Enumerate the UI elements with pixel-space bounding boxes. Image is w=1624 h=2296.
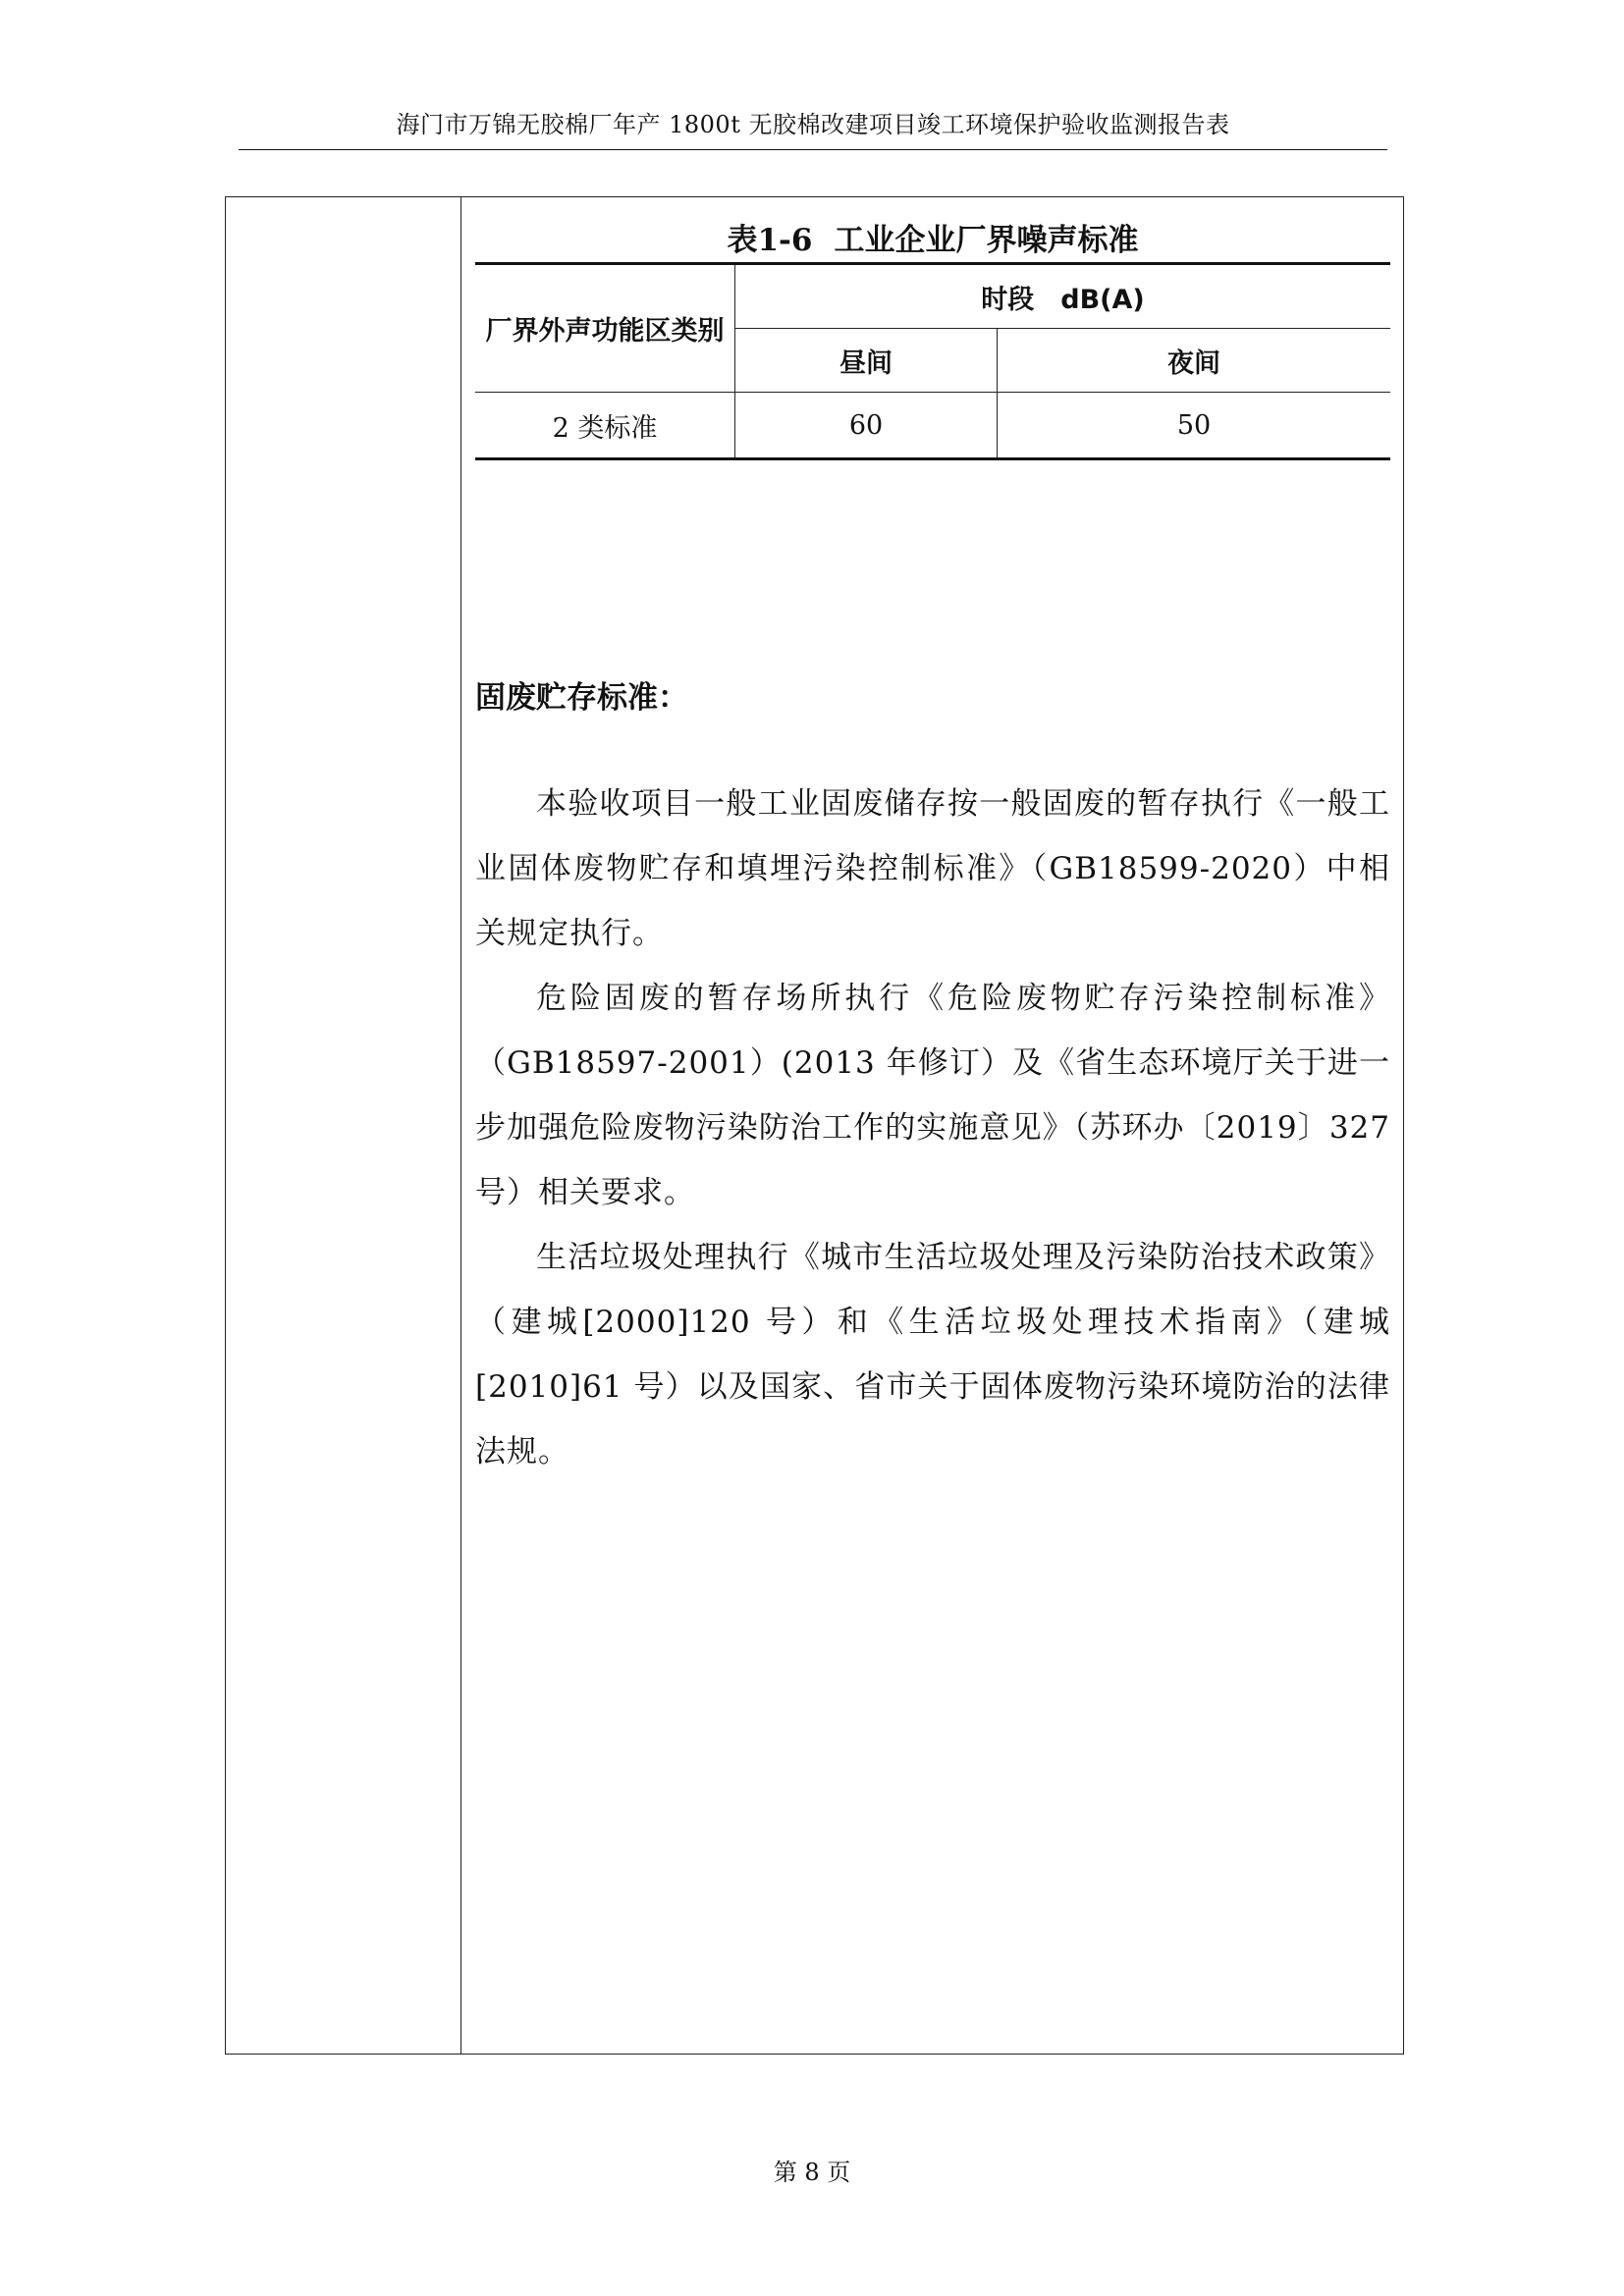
noise-standard-table [475,262,1390,460]
paragraph-general-waste: 本验收项目一般工业固废储存按一般固废的暂存执行《一般工业固体废物贮存和填埋污染控制标准》（GB18599-2020）中相关规定执行。 [475,786,1390,951]
left-column [226,197,461,2054]
section-heading: 固废贮存标准： [475,680,688,716]
paragraph-domestic-waste: 生活垃圾处理执行《城市生活垃圾处理及污染防治技术政策》（建城[2000]120 号）和《生活垃圾处理技术指南》（建城[2010]61 号）以及国家、省市关于固体废物污染环境防治的法律法规。 [475,1240,1390,1469]
column-header-night: 夜间 [998,329,1391,393]
paragraph-hazardous-waste: 危险固废的暂存场所执行《危险废物贮存污染控制标准》（GB18597-2001）(2013 年修订）及《省生态环境厅关于进一步加强危险废物污染防治工作的实施意见》（苏环办〔2019〕327 号）相关要求。 [475,981,1390,1210]
table-caption [475,221,1390,260]
page-number: 第 8 页 [773,2159,851,2186]
table-number: 表1-6 [727,223,813,258]
cell-category: 2 类标准 [475,393,735,459]
report-frame [225,196,1404,2055]
body-text [475,772,1390,1484]
cell-night-value: 50 [998,393,1391,459]
column-header-day: 昼间 [735,329,998,393]
column-header-category: 厂界外声功能区类别 [475,264,735,393]
document-header: 海门市万锦无胶棉厂年产 1800t 无胶棉改建项目竣工环境保护验收监测报告表 [396,111,1230,138]
header-divider [239,149,1387,150]
column-header-period: 时段 dB(A) [735,264,1391,329]
table-title: 工业企业厂界噪声标准 [834,223,1139,258]
table-row [475,393,1390,459]
cell-day-value: 60 [735,393,998,459]
